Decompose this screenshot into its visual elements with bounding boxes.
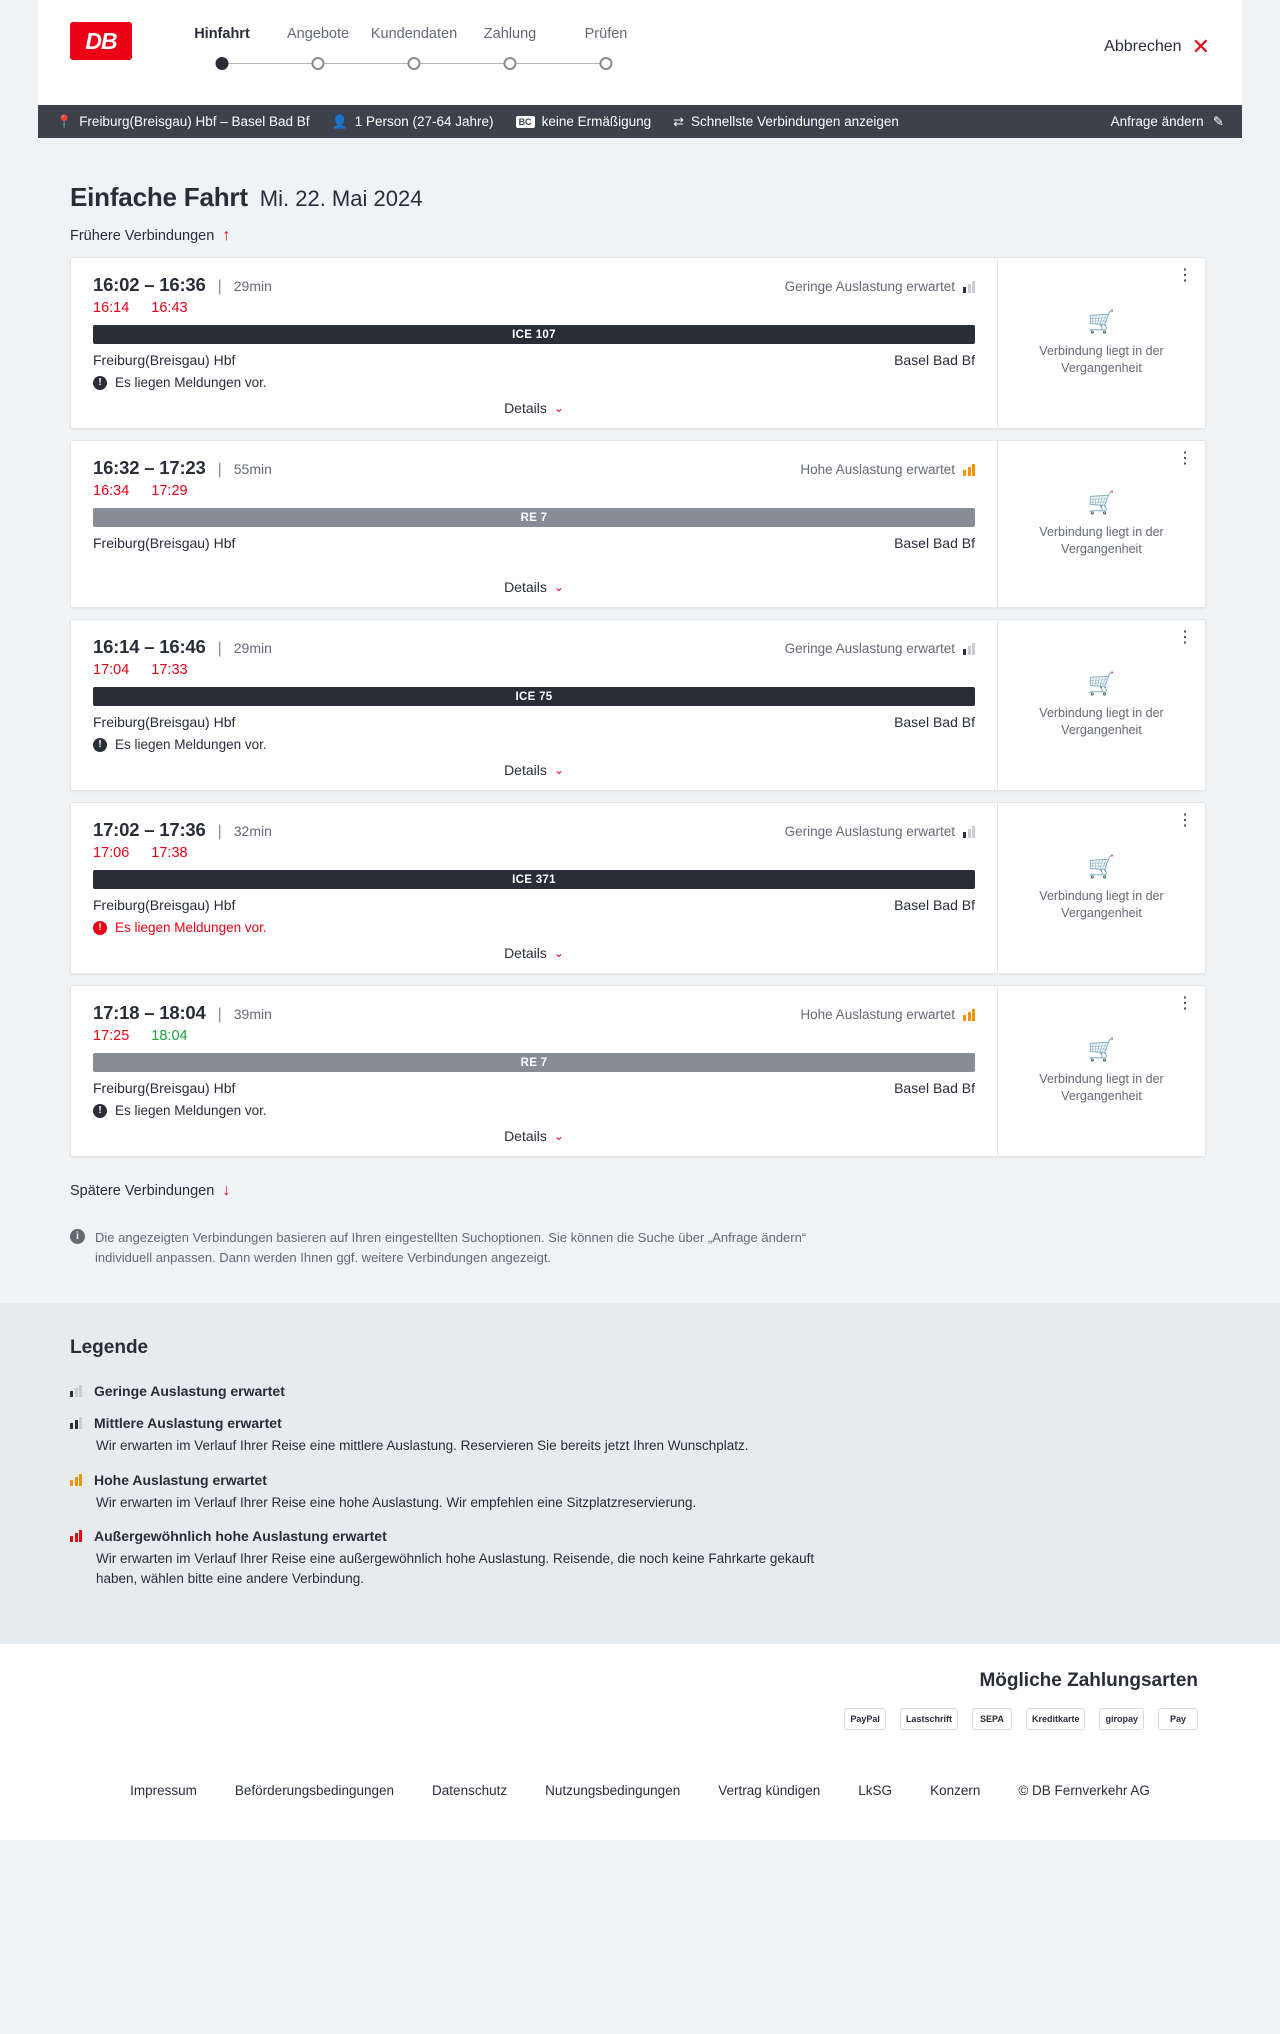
payment-section	[0, 1644, 1280, 1752]
footer-link-impressum[interactable]: Impressum	[130, 1783, 197, 1799]
checkout-stepper	[174, 26, 654, 76]
occupancy-low-icon	[963, 643, 975, 655]
payment-icons	[38, 1708, 1198, 1730]
giropay-icon: giropay	[1099, 1708, 1144, 1730]
train-label: RE 7	[520, 1056, 548, 1069]
connection-card[interactable]	[70, 802, 1206, 974]
past-notice: Verbindung liegt in der Vergangenheit	[1039, 889, 1164, 920]
direct-debit-icon: Lastschrift	[900, 1708, 958, 1730]
details-label: Details	[504, 762, 547, 778]
occupancy-high-icon	[70, 1474, 82, 1486]
more-options-icon[interactable]: ⋮	[1177, 267, 1193, 284]
legend-description: Wir erwarten im Verlauf Ihrer Reise eine hohe Auslastung. Wir empfehlen eine Sitzplatzreservierung.	[96, 1494, 697, 1510]
divider: |	[217, 823, 222, 840]
step-dot-icon	[408, 57, 421, 70]
details-toggle[interactable]	[93, 1128, 975, 1144]
chevron-down-icon: ⌄	[553, 946, 564, 960]
details-label: Details	[504, 400, 547, 416]
realtime-arrival: 17:29	[151, 483, 188, 499]
realtime-arrival: 17:38	[151, 845, 188, 861]
connection-header	[93, 457, 975, 479]
step-kundendaten[interactable]	[366, 26, 462, 76]
info-icon: !	[93, 376, 107, 390]
bahncard-icon: BC	[516, 116, 535, 128]
step-dot-icon	[504, 57, 517, 70]
train-bar	[93, 1053, 975, 1072]
alert-icon: !	[93, 921, 107, 935]
divider: |	[217, 640, 222, 657]
occupancy	[785, 279, 975, 294]
station-row	[93, 714, 975, 730]
footer-link-vertrag-kuendigen[interactable]: Vertrag kündigen	[718, 1783, 821, 1799]
step-label: Kundendaten	[370, 26, 458, 42]
scheduled-time: 16:02 – 16:36	[93, 274, 206, 295]
sorting-label: Schnellste Verbindungen anzeigen	[691, 114, 899, 129]
connection-action	[997, 986, 1205, 1156]
realtime-row	[93, 662, 975, 678]
legend-item-mid	[70, 1415, 1242, 1456]
paypal-icon: PayPal	[844, 1708, 886, 1730]
divider: |	[217, 1006, 222, 1023]
main-content	[0, 182, 1280, 1267]
travel-date: Mi. 22. Mai 2024	[259, 186, 423, 211]
search-summary-bar	[38, 105, 1242, 138]
occupancy-label: Geringe Auslastung erwartet	[784, 824, 955, 839]
person-icon: 👤	[331, 113, 348, 129]
divider: |	[217, 278, 222, 295]
step-connector	[222, 63, 318, 64]
occupancy-high-icon	[963, 1009, 975, 1021]
connection-message[interactable]	[93, 1103, 975, 1118]
occupancy-label: Geringe Auslastung erwartet	[784, 279, 955, 294]
edit-search-label: Anfrage ändern	[1110, 114, 1204, 129]
legend-label: Hohe Auslastung erwartet	[94, 1471, 267, 1488]
origin-station: Freiburg(Breisgau) Hbf	[93, 714, 236, 730]
footer-link-datenschutz[interactable]: Datenschutz	[432, 1783, 508, 1799]
train-label: ICE 371	[512, 873, 556, 886]
step-label: Zahlung	[483, 26, 537, 42]
cart-icon: 🛒	[1087, 854, 1116, 880]
legend-description: Wir erwarten im Verlauf Ihrer Reise eine mittlere Auslastung. Reservieren Sie bereits jetzt Ihren Wunschplatz.	[96, 1438, 749, 1453]
legend-label: Geringe Auslastung erwartet	[94, 1383, 285, 1399]
past-notice: Verbindung liegt in der Vergangenheit	[1039, 1072, 1164, 1103]
realtime-row	[93, 483, 975, 499]
past-notice: Verbindung liegt in der Vergangenheit	[1039, 525, 1164, 556]
duration: 39min	[233, 1006, 272, 1022]
app-header	[38, 0, 1242, 105]
legend-title: Legende	[70, 1337, 149, 1358]
realtime-arrival: 18:04	[151, 1028, 188, 1044]
details-label: Details	[504, 579, 547, 595]
realtime-arrival: 17:33	[151, 662, 188, 678]
connection-action	[997, 258, 1205, 428]
connection-card[interactable]	[70, 440, 1206, 608]
info-icon: !	[93, 1104, 107, 1118]
step-connector	[414, 63, 510, 64]
origin-station: Freiburg(Breisgau) Hbf	[93, 535, 236, 551]
destination-station: Basel Bad Bf	[894, 535, 975, 551]
arrow-down-icon: ↓	[222, 1182, 231, 1199]
step-hinfahrt[interactable]	[174, 26, 270, 76]
earlier-connections-button[interactable]	[70, 227, 230, 245]
footer-link-befoerderungsbedingungen[interactable]: Beförderungsbedingungen	[234, 1783, 395, 1799]
destination-station: Basel Bad Bf	[894, 352, 975, 368]
footer-link-konzern[interactable]: Konzern	[930, 1783, 981, 1799]
page-title	[70, 182, 1242, 213]
step-zahlung[interactable]	[462, 26, 558, 76]
cancel-button[interactable]	[1104, 36, 1210, 58]
connection-action	[997, 620, 1205, 790]
summary-passengers[interactable]	[332, 114, 494, 130]
realtime-departure: 17:06	[93, 845, 130, 861]
connection-header	[93, 819, 975, 841]
step-dot-icon	[216, 57, 229, 70]
origin-station: Freiburg(Breisgau) Hbf	[93, 897, 236, 913]
occupancy-label: Hohe Auslastung erwartet	[800, 1007, 955, 1022]
destination-station: Basel Bad Bf	[894, 1080, 975, 1096]
origin-station: Freiburg(Breisgau) Hbf	[93, 1080, 236, 1096]
more-options-icon[interactable]: ⋮	[1177, 629, 1193, 646]
sepa-icon: SEPA	[972, 1708, 1012, 1730]
connection-message[interactable]	[93, 737, 975, 752]
chevron-down-icon: ⌄	[553, 401, 564, 415]
connection-card[interactable]	[70, 985, 1206, 1157]
realtime-row	[93, 1028, 975, 1044]
chevron-down-icon: ⌄	[553, 763, 564, 777]
details-label: Details	[504, 1128, 547, 1144]
cart-icon: 🛒	[1087, 671, 1116, 697]
train-bar	[93, 508, 975, 527]
connection-header	[93, 1002, 975, 1024]
info-icon: !	[93, 738, 107, 752]
station-row	[93, 897, 975, 913]
legend-section	[0, 1303, 1280, 1644]
duration: 29min	[233, 640, 272, 656]
step-dot-icon	[600, 57, 613, 70]
connection-message[interactable]	[93, 375, 975, 390]
occupancy-low-icon	[963, 281, 975, 293]
scheduled-time: 16:32 – 17:23	[93, 457, 206, 478]
occupancy	[785, 641, 975, 656]
close-icon: ✕	[1191, 34, 1210, 59]
occupancy-high-icon	[963, 464, 975, 476]
copyright: © DB Fernverkehr AG	[1018, 1783, 1150, 1799]
step-label: Angebote	[286, 26, 350, 42]
occupancy	[800, 462, 975, 477]
step-pruefen[interactable]	[558, 26, 654, 76]
scheduled-time: 16:14 – 16:46	[93, 636, 206, 657]
duration: 55min	[233, 461, 272, 477]
step-dot-icon	[312, 57, 325, 70]
legend-description: Wir erwarten im Verlauf Ihrer Reise eine außergewöhnlich hohe Auslastung. Reisende, die noch keine Fahrkarte gekauft haben, wählen bitte eine andere Verbindung.	[96, 1551, 815, 1586]
origin-station: Freiburg(Breisgau) Hbf	[93, 352, 236, 368]
connection-details	[71, 620, 997, 790]
connection-card[interactable]	[70, 257, 1206, 429]
more-options-icon[interactable]: ⋮	[1177, 450, 1193, 467]
summary-route[interactable]	[56, 114, 310, 130]
station-row	[93, 352, 975, 368]
earlier-label: Frühere Verbindungen	[70, 228, 215, 244]
connection-header	[93, 636, 975, 658]
legend-label: Außergewöhnlich hohe Auslastung erwartet	[94, 1528, 387, 1545]
later-label: Spätere Verbindungen	[70, 1183, 215, 1199]
summary-discount[interactable]	[516, 114, 652, 129]
edit-search-button[interactable]	[1111, 114, 1224, 130]
step-label: Prüfen	[584, 26, 628, 42]
legend-item-very-high	[70, 1528, 1242, 1588]
divider: |	[217, 461, 222, 478]
details-toggle[interactable]	[93, 579, 975, 595]
realtime-departure: 16:14	[93, 300, 130, 316]
details-toggle[interactable]	[93, 945, 975, 961]
connection-action	[997, 441, 1205, 607]
applepay-icon: Pay	[1158, 1708, 1198, 1730]
connection-details	[71, 803, 997, 973]
connection-details	[71, 258, 997, 428]
past-notice: Verbindung liegt in der Vergangenheit	[1039, 344, 1164, 375]
cart-icon: 🛒	[1087, 1037, 1116, 1063]
destination-station: Basel Bad Bf	[894, 714, 975, 730]
message-label: Es liegen Meldungen vor.	[115, 737, 267, 752]
train-label: RE 7	[520, 511, 548, 524]
train-bar	[93, 687, 975, 706]
realtime-departure: 16:34	[93, 483, 130, 499]
legend-item-high	[70, 1472, 1242, 1513]
connection-action	[997, 803, 1205, 973]
connection-details	[71, 441, 997, 607]
creditcard-icon: Kreditkarte	[1026, 1708, 1086, 1730]
footer-links	[0, 1752, 1280, 1840]
step-connector	[510, 63, 606, 64]
payment-title: Mögliche Zahlungsarten	[979, 1670, 1198, 1692]
passengers-label: 1 Person (27-64 Jahre)	[354, 114, 494, 129]
realtime-row	[93, 845, 975, 861]
message-label: Es liegen Meldungen vor.	[115, 375, 267, 390]
cancel-label: Abbrechen	[1104, 38, 1182, 55]
discount-label: keine Ermäßigung	[541, 114, 652, 129]
db-logo[interactable]: DB	[70, 22, 132, 60]
occupancy	[800, 1007, 975, 1022]
occupancy-label: Hohe Auslastung erwartet	[800, 462, 955, 477]
duration: 32min	[233, 823, 272, 839]
location-pin-icon: 📍	[56, 113, 73, 129]
step-angebote[interactable]	[270, 26, 366, 76]
details-label: Details	[504, 945, 547, 961]
footer-link-nutzungsbedingungen[interactable]: Nutzungsbedingungen	[545, 1783, 681, 1799]
scheduled-time: 17:18 – 18:04	[93, 1002, 206, 1023]
more-options-icon[interactable]: ⋮	[1177, 995, 1193, 1012]
arrow-up-icon: ↑	[222, 227, 231, 244]
connection-details	[71, 986, 997, 1156]
station-row	[93, 535, 975, 551]
duration: 29min	[233, 278, 272, 294]
connection-header	[93, 274, 975, 296]
summary-sorting[interactable]	[673, 114, 899, 130]
pencil-icon: ✎	[1212, 113, 1224, 129]
search-hint	[70, 1228, 830, 1267]
connection-card[interactable]	[70, 619, 1206, 791]
legend-item-low	[70, 1383, 1242, 1399]
step-connector	[318, 63, 414, 64]
train-bar	[93, 870, 975, 889]
occupancy-low-icon	[70, 1385, 82, 1397]
title-text: Einfache Fahrt	[70, 182, 248, 212]
occupancy-mid-icon	[70, 1417, 82, 1429]
connection-message[interactable]	[93, 920, 975, 935]
step-label: Hinfahrt	[194, 26, 250, 42]
occupancy	[785, 824, 975, 839]
train-label: ICE 75	[515, 690, 553, 703]
hint-text: Die angezeigten Verbindungen basieren auf Ihren eingestellten Suchoptionen. Sie können die Suche über „Anfrage ändern“ individuell anpassen. Dann werden Ihnen ggf. weitere Verbindungen angezeigt.	[95, 1230, 807, 1265]
legend-label: Mittlere Auslastung erwartet	[94, 1415, 282, 1431]
occupancy-low-icon	[963, 826, 975, 838]
later-connections-button[interactable]	[70, 1182, 230, 1200]
occupancy-very-high-icon	[70, 1530, 82, 1542]
realtime-departure: 17:04	[93, 662, 130, 678]
destination-station: Basel Bad Bf	[894, 897, 975, 913]
cart-icon: 🛒	[1087, 490, 1116, 516]
details-toggle[interactable]	[93, 400, 975, 416]
route-label: Freiburg(Breisgau) Hbf – Basel Bad Bf	[79, 114, 310, 129]
sort-icon: ⇄	[673, 113, 685, 129]
message-label: Es liegen Meldungen vor.	[115, 1103, 267, 1118]
realtime-departure: 17:25	[93, 1028, 130, 1044]
message-label: Es liegen Meldungen vor.	[115, 920, 267, 935]
footer-link-lksg[interactable]: LkSG	[858, 1783, 893, 1799]
train-bar	[93, 325, 975, 344]
realtime-arrival: 16:43	[151, 300, 188, 316]
scheduled-time: 17:02 – 17:36	[93, 819, 206, 840]
info-icon: i	[70, 1229, 85, 1244]
details-toggle[interactable]	[93, 762, 975, 778]
past-notice: Verbindung liegt in der Vergangenheit	[1039, 706, 1164, 737]
station-row	[93, 1080, 975, 1096]
cart-icon: 🛒	[1087, 309, 1116, 335]
chevron-down-icon: ⌄	[553, 1129, 564, 1143]
chevron-down-icon: ⌄	[553, 580, 564, 594]
train-label: ICE 107	[512, 328, 556, 341]
occupancy-label: Geringe Auslastung erwartet	[784, 641, 955, 656]
realtime-row	[93, 300, 975, 316]
more-options-icon[interactable]: ⋮	[1177, 812, 1193, 829]
